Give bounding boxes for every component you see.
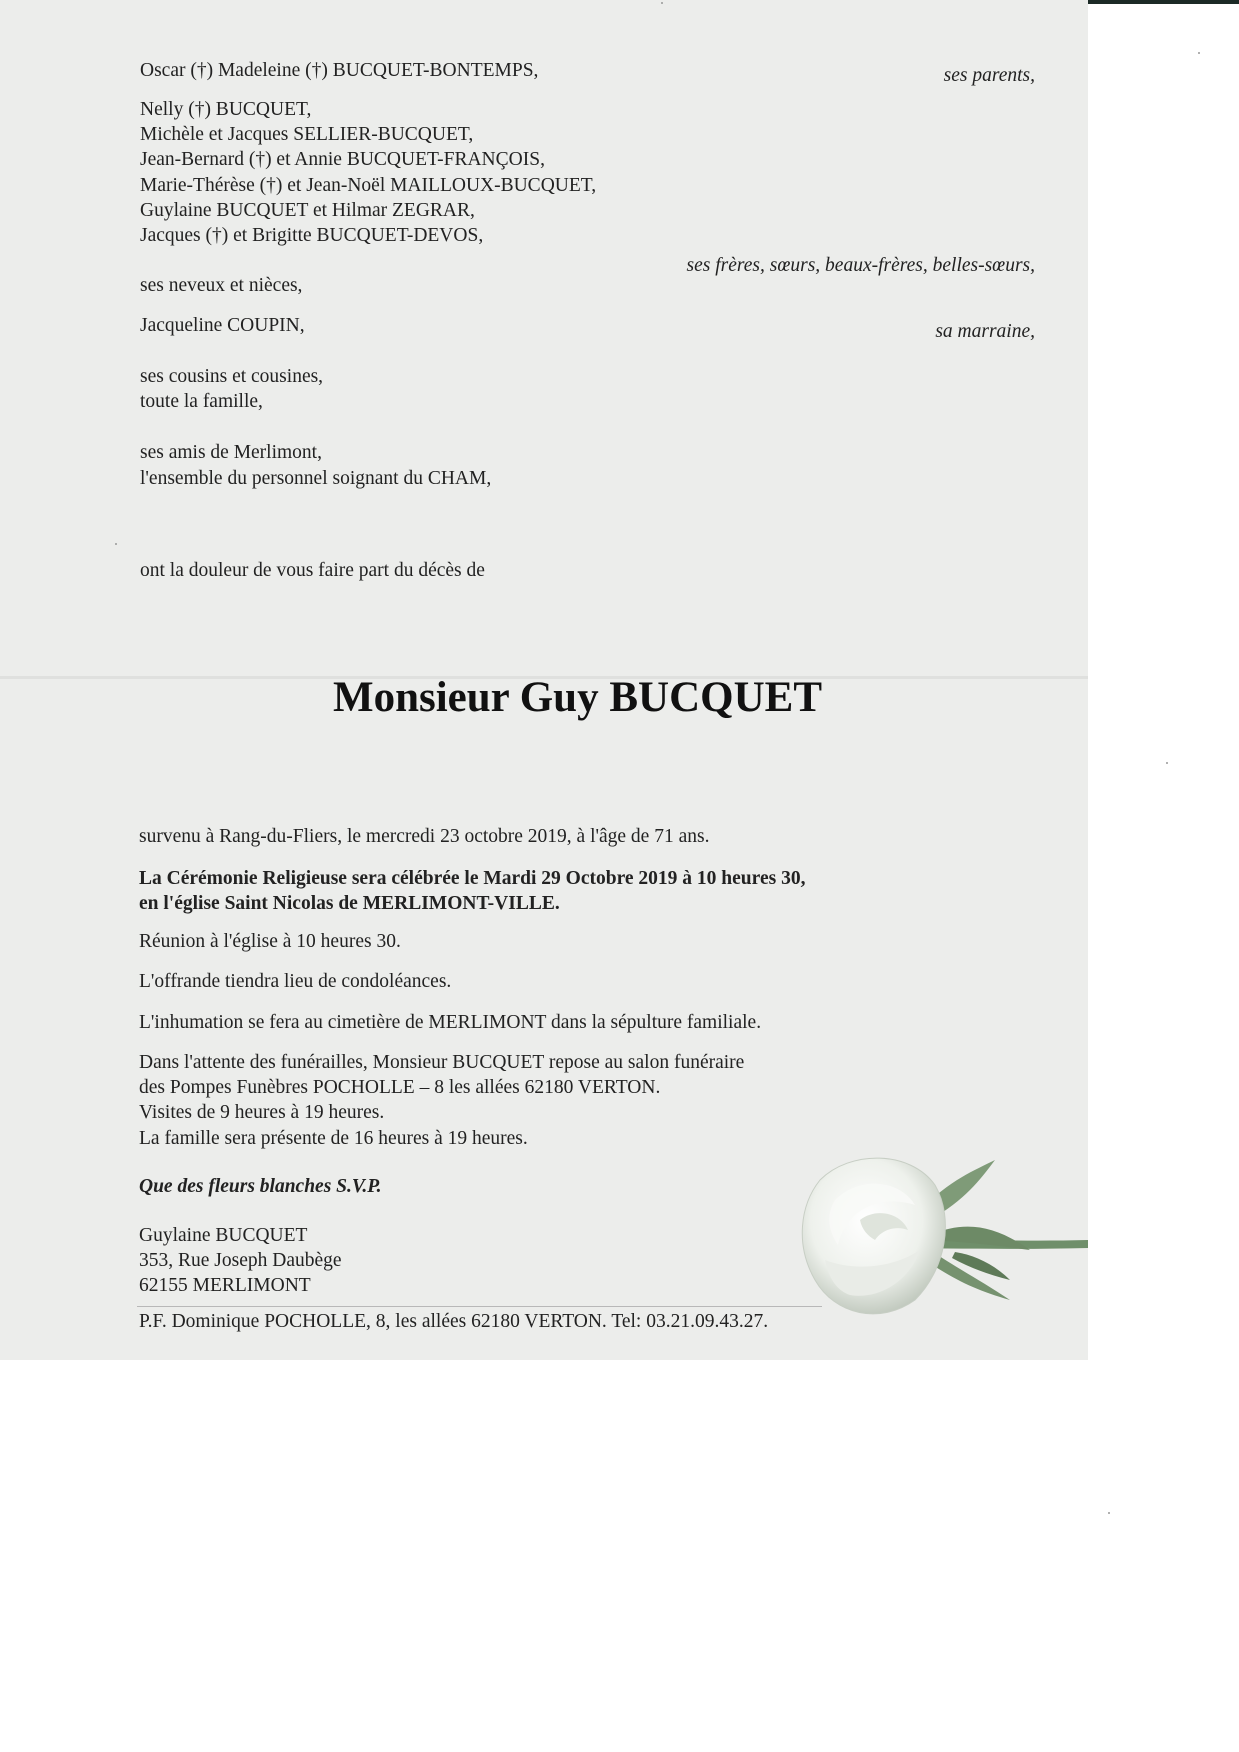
contact-street: 353, Rue Joseph Daubège [139,1250,342,1271]
family-line: toute la famille, [140,391,263,412]
ceremony-line: La Cérémonie Religieuse sera célébrée le Mardi 29 Octobre 2019 à 10 heures 30, [139,868,806,889]
sibling-line: Guylaine BUCQUET et Hilmar ZEGRAR, [140,200,475,221]
white-rose-icon [780,1140,1088,1330]
scan-speck [1108,1512,1110,1514]
parents-role: ses parents, [943,65,1035,86]
meeting-line: Réunion à l'église à 10 heures 30. [139,931,401,952]
sibling-line: Michèle et Jacques SELLIER-BUCQUET, [140,124,474,145]
staff-line: l'ensemble du personnel soignant du CHAM, [140,468,492,489]
contact-city: 62155 MERLIMONT [139,1275,311,1296]
friends-line: ses amis de Merlimont, [140,442,322,463]
godmother-name: Jacqueline COUPIN, [140,315,305,336]
offering-line: L'offrande tiendra lieu de condoléances. [139,971,452,992]
rest-line: Dans l'attente des funérailles, Monsieur BUCQUET repose au salon funéraire [139,1052,745,1073]
footer-text: P.F. Dominique POCHOLLE, 8, les allées 62180 VERTON. Tel: 03.21.09.43.27. [139,1311,769,1332]
sibling-line: Jean-Bernard (†) et Annie BUCQUET-FRANÇOIS, [140,149,545,170]
rest-line: des Pompes Funèbres POCHOLLE – 8 les allées 62180 VERTON. [139,1077,661,1098]
death-details: survenu à Rang-du-Fliers, le mercredi 23 octobre 2019, à l'âge de 71 ans. [139,826,710,847]
flowers-note: Que des fleurs blanches S.V.P. [139,1176,382,1197]
sibling-line: Jacques (†) et Brigitte BUCQUET-DEVOS, [140,225,484,246]
scan-edge [1088,0,1239,4]
contact-name: Guylaine BUCQUET [139,1225,308,1246]
cousins-line: ses cousins et cousines, [140,366,324,387]
siblings-role: ses frères, sœurs, beaux-frères, belles-sœurs, [686,255,1035,276]
scan-speck [661,2,663,4]
scan-speck [1166,762,1168,764]
scan-speck [115,543,117,545]
godmother-role: sa marraine, [935,321,1035,342]
announcement-text: ont la douleur de vous faire part du décès de [140,560,485,581]
ceremony-line: en l'église Saint Nicolas de MERLIMONT-VILLE. [139,893,560,914]
burial-line: L'inhumation se fera au cimetière de MERLIMONT dans la sépulture familiale. [139,1012,762,1033]
scan-speck [1198,52,1200,54]
parents-names: Oscar (†) Madeleine (†) BUCQUET-BONTEMPS, [140,60,539,81]
visits-line: Visites de 9 heures à 19 heures. [139,1102,385,1123]
presence-line: La famille sera présente de 16 heures à 19 heures. [139,1128,528,1149]
sibling-line: Marie-Thérèse (†) et Jean-Noël MAILLOUX-BUCQUET, [140,175,597,196]
nephews-line: ses neveux et nièces, [140,275,303,296]
deceased-name: Monsieur Guy BUCQUET [333,674,822,721]
footer-rule [137,1306,822,1307]
sibling-line: Nelly (†) BUCQUET, [140,99,312,120]
